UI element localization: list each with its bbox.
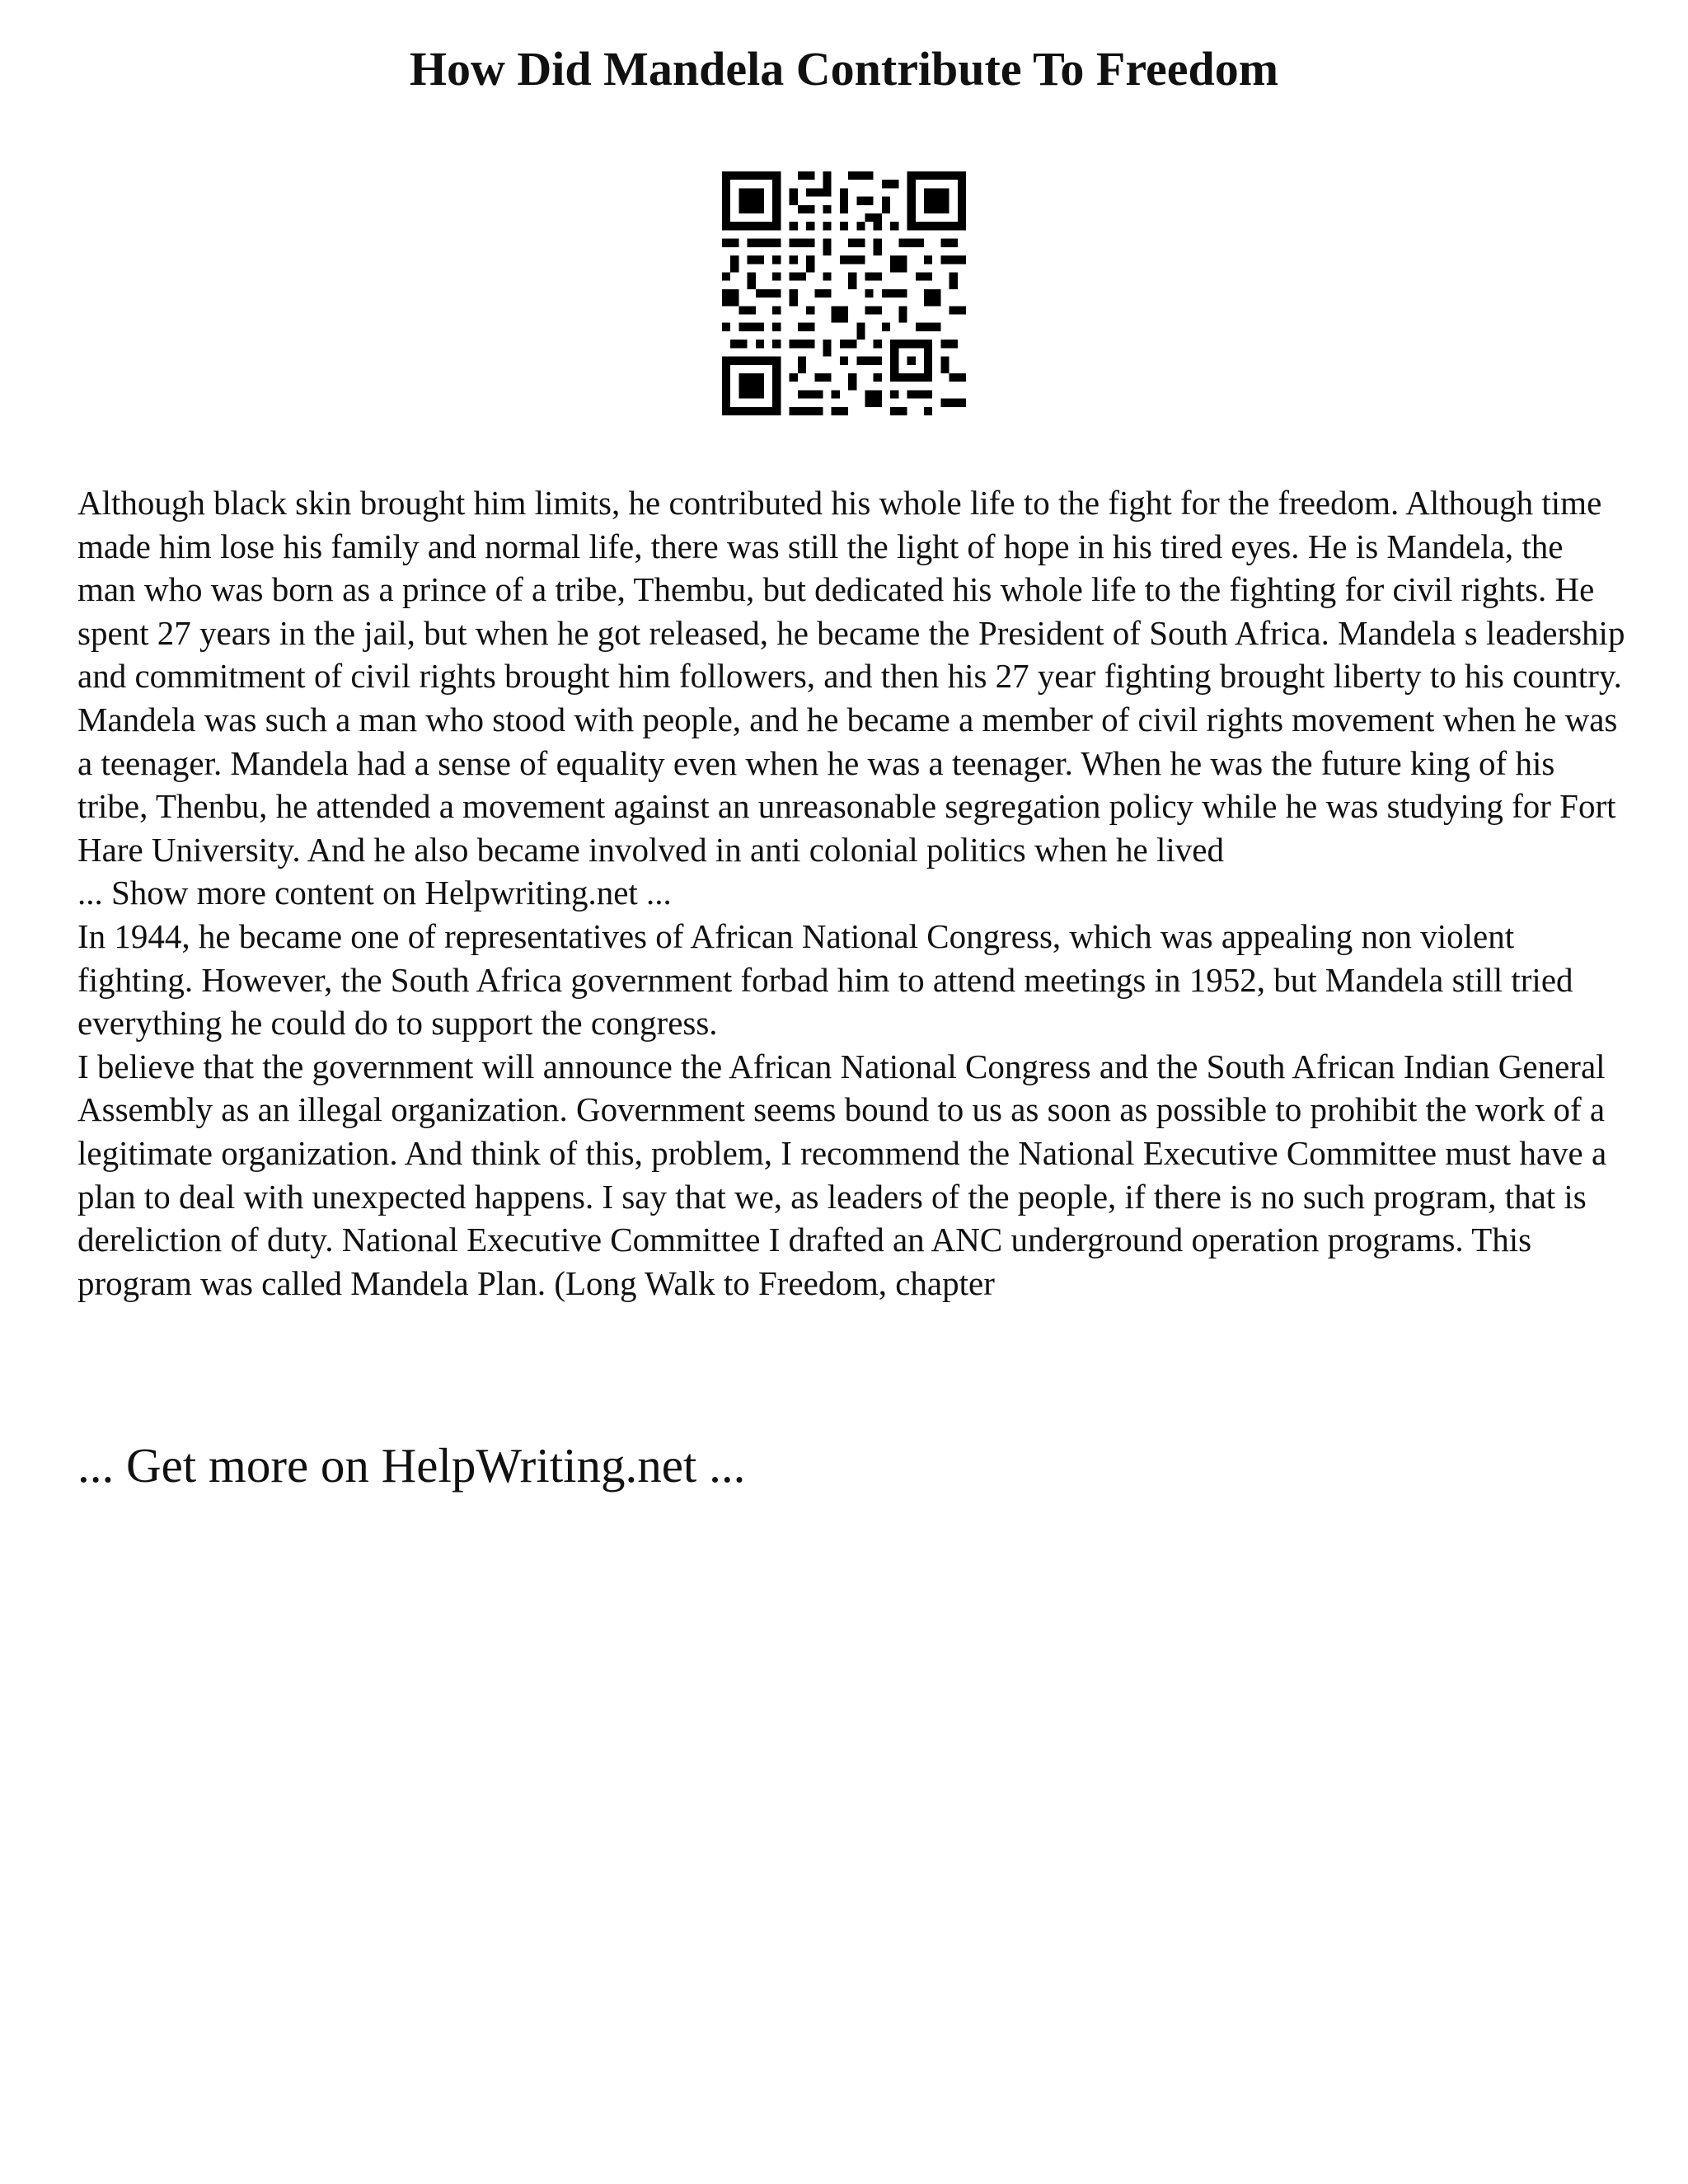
get-more-link[interactable]: ... Get more on HelpWriting.net ... [77,1438,746,1493]
qr-code-graphic [722,171,966,415]
qr-code [722,171,966,415]
show-more-link[interactable]: ... Show more content on Helpwriting.net ... [77,874,672,912]
page-title: How Did Mandela Contribute To Freedom [409,42,1279,96]
paragraph-1944: In 1944, he became one of representatives of African National Congress, which was appealing non violent fighting. However, the South Africa government forbad him to attend meetings in 1952, but Mandela still tried everything he could do to support the congress. [77,916,1573,1043]
paragraph-quote: I believe that the government will announce the African National Congress and the South African Indian General Assembly as an illegal organization. Government seems bound to us as soon as possible to prohibit the work of a legitimate organization. And think of this, problem, I recommend the National Executive Committee must have a plan to deal with unexpected happens. I say that we, as leaders of the people, if there is no such program, that is dereliction of duty. National Executive Committee I drafted an ANC underground operation programs. This program was called Mandela Plan. (Long Walk to Freedom, chapter [77,1047,1607,1302]
paragraph-intro: Although black skin brought him limits, he contributed his whole life to the fight for the freedom. Although time made him lose his family and normal life, there was still the light of hope in his tired eyes. He is Mandela, the man who was born as a prince of a tribe, Thembu, but dedicated his whole life to the fighting for civil rights. He spent 27 years in the jail, but when he got released, he became the President of South Africa. Mandela s leadership and commitment of civil rights brought him followers, and then his 27 year fighting brought liberty to his country. Mandela was such a man who stood with people, and he became a member of civil rights movement when he was a teenager. Mandela had a sense of equality even when he was a teenager. When he was the future king of his tribe, Thenbu, he attended a movement against an unreasonable segregation policy while he was studying for Fort Hare University. And he also became involved in anti colonial politics when he lived [77,484,1625,869]
article-body [77,481,1627,1305]
